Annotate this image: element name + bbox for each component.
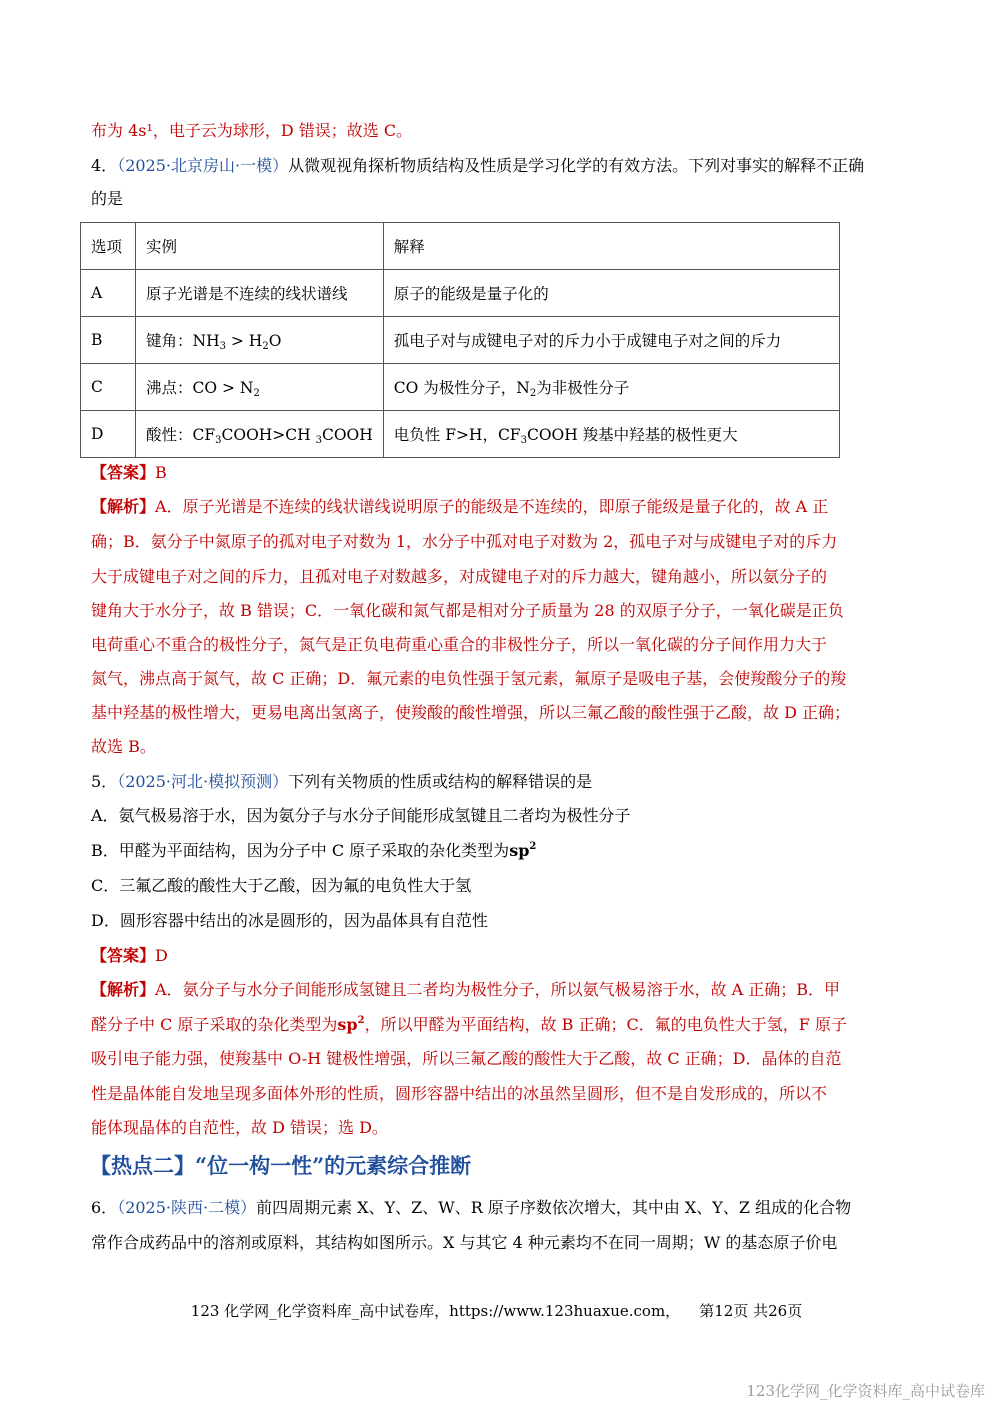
table-header-cell: 选项 [81,223,136,270]
explanation-4-line: 键角大于水分子，故 B 错误；C．一氧化碳和氮气都是相对分子质量为 28 的双原子分子，一氧化碳是正负 [91,601,844,620]
option-example: 键角：$NH_3 > H_2O$ [136,317,384,364]
option-example: 酸性：$CF_3COOH>CH$ $_3$COOH [136,411,384,458]
explanation-5-line: 醛分子中 C 原子采取的杂化类型为$sp^2$，所以甲醛为平面结构，故 B 正确；C．氟的电负性大于氢，F 原子 [91,1015,847,1034]
explanation-continuation: 布为 4s¹，电子云为球形，D 错误；故选 C。 [91,121,413,140]
option-letter: A [81,270,136,317]
explanation-4-line: 基中羟基的极性增大，更易电离出氢离子，使羧酸的酸性增强，所以三氟乙酸的酸性强于乙酸，故 D 正确； [91,703,851,722]
explanation-4-line: 确；B．氨分子中氮原子的孤对电子对数为 1，水分子中孤对电子对数为 2，孤电子对与成键电子对的斥力 [91,532,838,551]
explanation-4: 【解析】A．原子光谱是不连续的线状谱线说明原子的能级是不连续的，即原子能级是量子化的，故 A 正 [91,497,829,516]
explanation-4-line: 故选 B。 [91,737,156,756]
explanation-5: 【解析】A．氨分子与水分子间能形成氢键且二者均为极性分子，所以氨气极易溶于水，故 A 正确；B．甲 [91,980,841,999]
question-source: （2025·北京房山·一模） [117,156,289,175]
explanation-5-line: 吸引电子能力强，使羧基中 O-H 键极性增强，所以三氟乙酸的酸性大于乙酸，故 C 正确；D．晶体的自范 [91,1049,842,1068]
table-row [81,411,840,458]
explanation-4-line: 大于成键电子对之间的斥力，且孤对电子对数越多，对成键电子对的斥力越大，键角越小，所以氨分子的 [91,567,828,586]
option-example: 沸点：CO > $N_2$ [136,364,384,411]
table-row [81,317,840,364]
option-a: A．氨气极易溶于水，因为氨分子与水分子间能形成氢键且二者均为极性分子 [91,806,631,825]
option-c: C．三氟乙酸的酸性大于乙酸，因为氟的电负性大于氢 [91,876,472,895]
page-footer [0,1300,993,1321]
table-header-cell: 实例 [136,223,384,270]
option-letter: D [81,411,136,458]
option-example: 原子光谱是不连续的线状谱线 [136,270,384,317]
question-5: 5．（2025·河北·模拟预测）下列有关物质的性质或结构的解释错误的是 [91,772,593,791]
explanation-4-line: 电荷重心不重合的极性分子，氮气是正负电荷重心重合的非极性分子，所以一氧化碳的分子间作用力大于 [91,635,828,654]
table-header-row [81,223,840,270]
question-6: 6．（2025·陕西·二模）前四周期元素 X、Y、Z、W、R 原子序数依次增大，其中由 X、Y、Z 组成的化合物 [91,1198,852,1217]
question-source: （2025·河北·模拟预测） [117,772,289,791]
footer-link-text[interactable]: 123 化学网_化学资料库_高中试卷库，https://www.123huaxue.com， [190,1302,681,1320]
option-explanation: 电负性 F>H，$CF_3COOH$ 羧基中羟基的极性更大 [383,411,839,458]
answer-5: 【答案】D [91,946,168,965]
option-letter: C [81,364,136,411]
question-4: 4．（2025·北京房山·一模）从微观视角探析物质结构及性质是学习化学的有效方法。下列对事实的解释不正确 [91,156,865,175]
table-row [81,270,840,317]
explanation-4-line: 氮气，沸点高于氮气，故 C 正确；D．氟元素的电负性强于氢元素，氟原子是吸电子基，会使羧酸分子的羧 [91,669,847,688]
question-6-line2: 常作合成药品中的溶剂或原料，其结构如图所示。X 与其它 4 种元素均不在同一周期；W 的基态原子价电 [91,1233,838,1252]
explanation-5-line: 性是晶体能自发地呈现多面体外形的性质，圆形容器中结出的冰虽然呈圆形，但不是自发形成的，所以不 [91,1084,828,1103]
question-4-line2: 的是 [91,189,124,208]
option-letter: B [81,317,136,364]
emphasis-text: 不正确 [816,156,865,175]
option-d: D．圆形容器中结出的冰是圆形的，因为晶体具有自范性 [91,911,488,930]
page-number: 第12页 共26页 [699,1302,803,1320]
watermark-text: 123化学网_化学资料库_高中试卷库 [746,1382,985,1400]
table-header-cell: 解释 [383,223,839,270]
option-explanation: 孤电子对与成键电子对的斥力小于成键电子对之间的斥力 [383,317,839,364]
option-b: B．甲醛为平面结构，因为分子中 C 原子采取的杂化类型为$sp^2$ [91,841,537,860]
table-row [81,364,840,411]
question-source: （2025·陕西·二模） [117,1198,257,1217]
explanation-5-line: 能体现晶体的自范性，故 D 错误；选 D。 [91,1118,388,1137]
section-heading: 【热点二】“位一构一性”的元素综合推断 [90,1153,472,1178]
option-explanation: CO 为极性分子，$N_2$为非极性分子 [383,364,839,411]
options-table [80,222,840,458]
option-explanation: 原子的能级是量子化的 [383,270,839,317]
answer-4: 【答案】B [91,463,167,482]
